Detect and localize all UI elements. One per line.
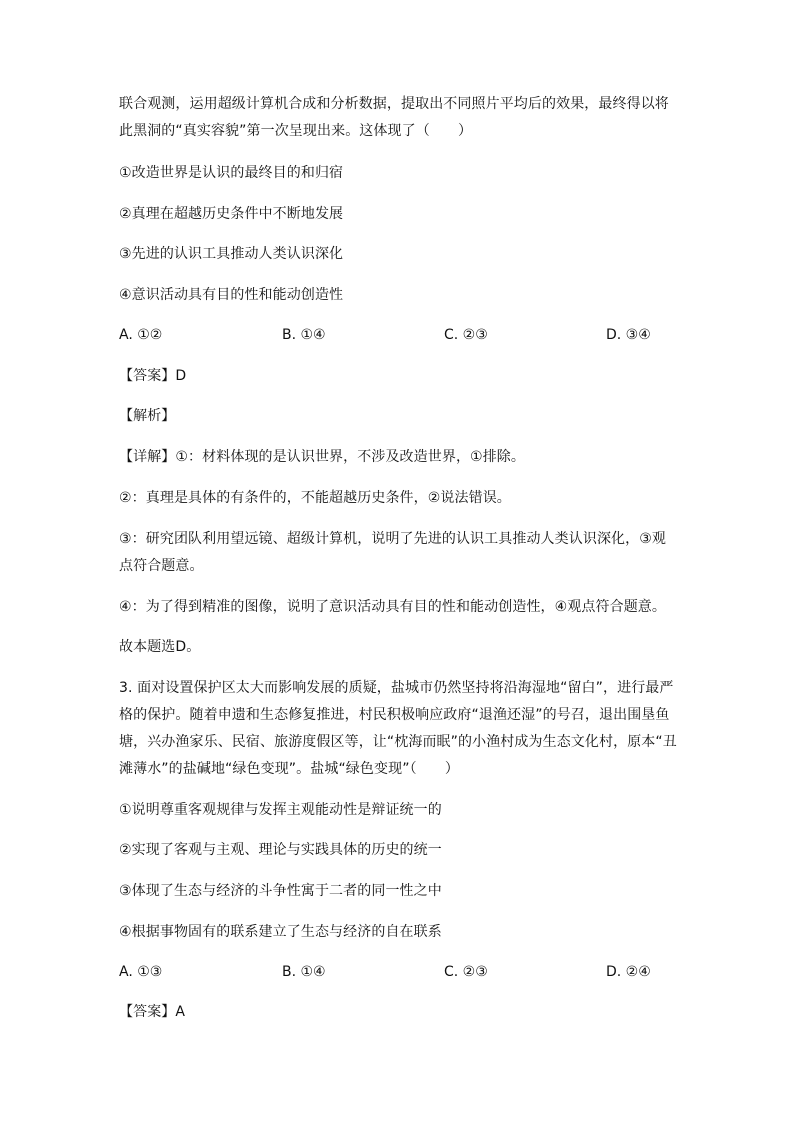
- q3-option-d: D. ②④: [606, 964, 651, 980]
- q3-statement-3: ③体现了生态与经济的斗争性寓于二者的同一性之中: [119, 883, 442, 899]
- q2-option-b: B. ①④: [282, 327, 326, 343]
- q3-statement-2: ②实现了客观与主观、理论与实践具体的历史的统一: [119, 842, 442, 858]
- q2-statement-2: ②真理在超越历史条件中不断地发展: [119, 206, 344, 222]
- q2-analysis-line-6: 故本题选D。: [119, 639, 201, 655]
- q3-answer: 【答案】A: [119, 1004, 186, 1020]
- q2-option-a: A. ①②: [119, 327, 163, 343]
- q3-stem-line-1: 3. 面对设置保护区太大而影响发展的质疑，盐城市仍然坚持将沿海湿地“留白”，进行最严: [119, 680, 674, 696]
- q2-statement-1: ①改造世界是认识的最终目的和归宿: [119, 165, 344, 181]
- q3-statement-4: ④根据事物固有的联系建立了生态与经济的自在联系: [119, 924, 442, 940]
- q2-option-d: D. ③④: [606, 327, 651, 343]
- q2-stem-line-2: 此黑洞的“真实容貌”第一次呈现出来。这体现了（ ）: [119, 123, 473, 139]
- q3-stem-line-4: 滩薄水”的盐碱地“绿色变现”。盐城“绿色变现”（ ）: [119, 761, 459, 777]
- q2-analysis-title: 【解析】: [119, 408, 176, 424]
- q2-analysis-line-5: ④：为了得到精准的图像，说明了意识活动具有目的性和能动创造性，④观点符合题意。: [119, 599, 666, 615]
- q3-option-a: A. ①③: [119, 964, 163, 980]
- q2-analysis-line-4: 点符合题意。: [119, 558, 204, 574]
- q3-statement-1: ①说明尊重客观规律与发挥主观能动性是辩证统一的: [119, 802, 442, 818]
- q2-statement-3: ③先进的认识工具推动人类认识深化: [119, 246, 344, 262]
- q3-option-b: B. ①④: [282, 964, 326, 980]
- q2-analysis-line-1: 【详解】①：材料体现的是认识世界，不涉及改造世界，①排除。: [119, 449, 525, 465]
- q3-option-c: C. ②③: [444, 964, 488, 980]
- q3-stem-line-3: 塘，兴办渔家乐、民宿、旅游度假区等，让“枕海而眠”的小渔村成为生态文化村，原本“丑: [119, 734, 677, 750]
- q3-stem-line-2: 格的保护。随着申遗和生态修复推进，村民积极响应政府“退渔还湿”的号召，退出围垦鱼: [119, 707, 670, 723]
- q2-statement-4: ④意识活动具有目的性和能动创造性: [119, 287, 344, 303]
- q2-analysis-line-2: ②：真理是具体的有条件的，不能超越历史条件，②说法错误。: [119, 490, 511, 506]
- q2-stem-line-1: 联合观测，运用超级计算机合成和分析数据，提取出不同照片平均后的效果，最终得以将: [119, 96, 669, 112]
- q2-option-c: C. ②③: [444, 327, 488, 343]
- q2-analysis-line-3: ③：研究团队利用望远镜、超级计算机，说明了先进的认识工具推动人类认识深化，③观: [119, 531, 666, 547]
- q2-answer: 【答案】D: [119, 368, 187, 384]
